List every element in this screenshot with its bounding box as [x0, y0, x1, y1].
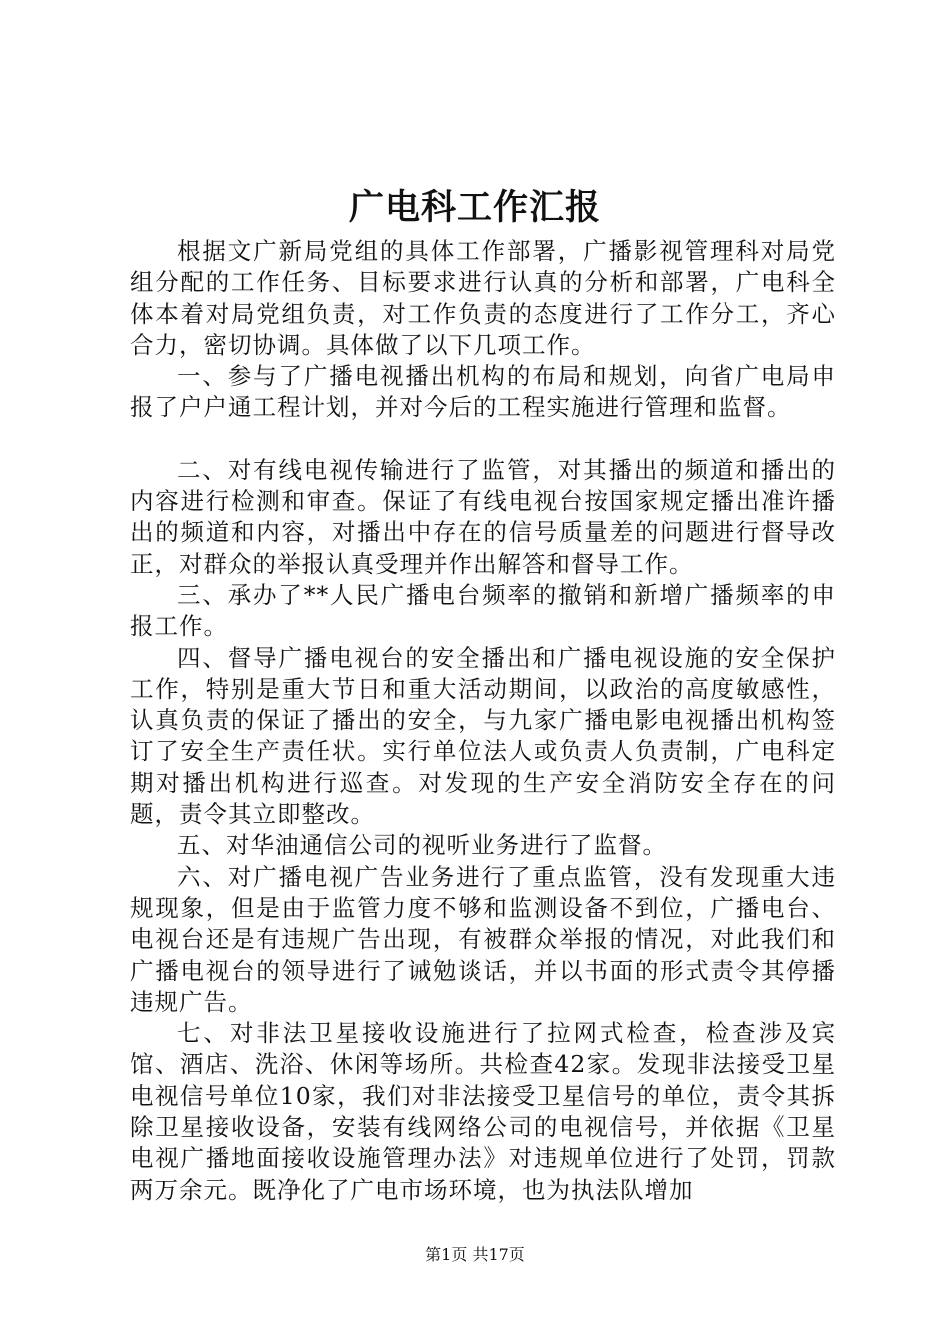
paragraph-item-1: 一、参与了广播电视播出机构的布局和规划，向省广电局申报了户户通工程计划，并对今后的工程实施进行管理和监督。 — [130, 362, 836, 422]
page-footer: 第1页 共17页 — [425, 1245, 525, 1264]
document-title: 广电科工作汇报 — [348, 187, 601, 228]
paragraph-intro: 根据文广新局党组的具体工作部署，广播影视管理科对局党组分配的工作任务、目标要求进行认真的分析和部署，广电科全体本着对局党组负责，对工作负责的态度进行了工作分工，齐心合力，密切协调。具体做了以下几项工作。 — [130, 237, 836, 359]
paragraph-item-7: 七、对非法卫星接收设施进行了拉网式检查，检查涉及宾馆、酒店、洗浴、休闲等场所。共检查42家。发现非法接受卫星电视信号单位10家，我们对非法接受卫星信号的单位，责令其拆除卫星接收设备，安装有线网络公司的电视信号，并依据《卫星电视广播地面接收设施管理办法》对违规单位进行了处罚，罚款两万余元。既净化了广电市场环境，也为执法队增加 — [130, 1019, 836, 1204]
document-body — [130, 236, 836, 1206]
paragraph-item-2: 二、对有线电视传输进行了监管，对其播出的频道和播出的内容进行检测和审查。保证了有线电视台按国家规定播出准许播出的频道和内容，对播出中存在的信号质量差的问题进行督导改正，对群众的举报认真受理并作出解答和督导工作。 — [130, 455, 836, 578]
paragraph-item-5: 五、对华油通信公司的视听业务进行了监督。 — [177, 831, 667, 860]
paragraph-item-6: 六、对广播电视广告业务进行了重点监管，没有发现重大违规现象，但是由于监管力度不够和监测设备不到位，广播电台、电视台还是有违规广告出现，有被群众举报的情况，对此我们和广播电视台的领导进行了诫勉谈话，并以书面的形式责令其停播违规广告。 — [130, 862, 836, 1016]
paragraph-item-4: 四、督导广播电视台的安全播出和广播电视设施的安全保护工作，特别是重大节日和重大活动期间，以政治的高度敏感性，认真负责的保证了播出的安全，与九家广播电影电视播出机构签订了安全生产责任状。实行单位法人或负责人负责制，广电科定期对播出机构进行巡查。对发现的生产安全消防安全存在的问题，责令其立即整改。 — [130, 643, 836, 829]
paragraph-item-3: 三、承办了**人民广播电台频率的撤销和新增广播频率的申报工作。 — [130, 580, 836, 641]
